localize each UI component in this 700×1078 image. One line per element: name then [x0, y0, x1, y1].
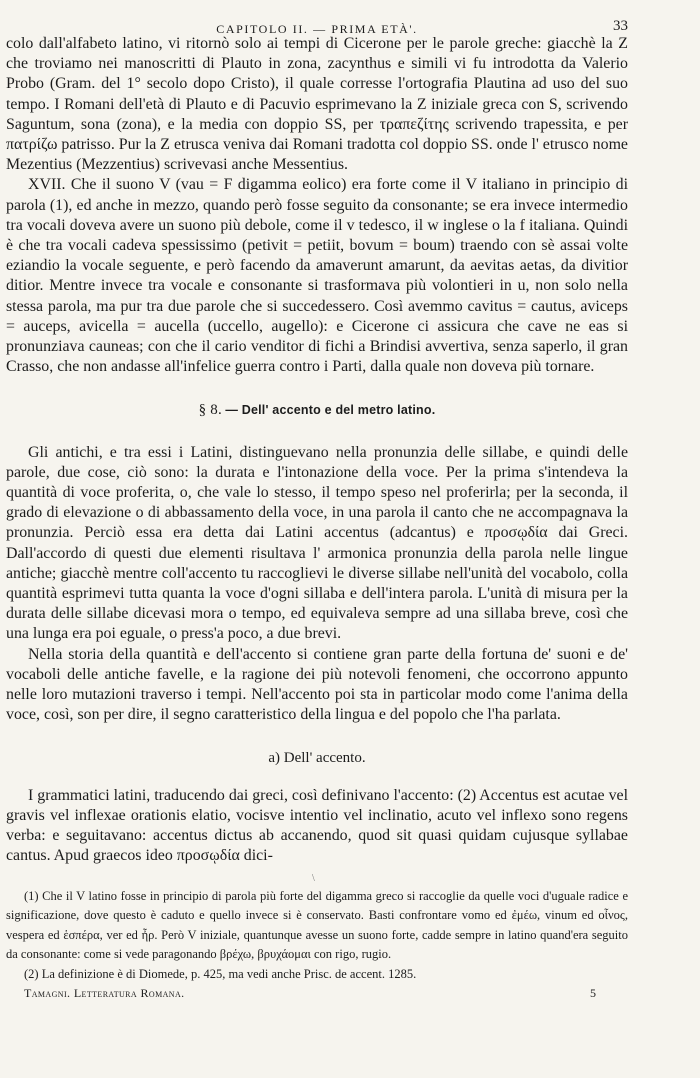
- signature-line: [6, 984, 628, 1006]
- footnote: (2) La definizione è di Diomede, p. 425, ma vedi anche Prisc. de accent. 1285.: [24, 966, 417, 981]
- paragraph: Nella storia della quantità e dell'accento si contiene gran parte della fortuna de' suoni e de' vocaboli delle antiche favelle, e la ragione dei più notevoli fenomeni, che occorrono appunto nelle loro mutazioni traverso i tempi. Nell'accento poi sta in particolar modo come l'anima della voce, così, son per dire, il segno caratteristico della lingua e del popolo che l'ha parlata.: [6, 645, 628, 724]
- paragraph: colo dall'alfabeto latino, vi ritornò solo ai tempi di Cicerone per le parole greche: giacchè la Z che troviamo nei manoscritti di Plauto in zona, zacynthus e simili vi fu introdotta da Valerio Probo (Gram. del 1° secolo dopo Cristo), il quale corresse l'ortografia Plautina ad uso del suo tempo. I Romani dell'età di Plauto e di Pacuvio esprimevano la Z iniziale greca con S, scrivendo Saguntum, sona (zona), e la media con doppio SS, per τραπεζίτης scrivendo trapessita, e per πατρίζω patrisso. Pur la Z etrusca veniva dai Romani tradotta col doppio SS. onde l' etrusco nome Mezentius (Mezzentius) scrivevasi anche Messentius.: [6, 35, 628, 174]
- book-page: [6, 0, 628, 1006]
- paragraph: XVII. Che il suono V (vau = F digamma eolico) era forte come il V italiano in principio di parola (1), ed anche in mezzo, quando però fosse seguito da consonante; se era invece intermedio tra vocali doveva avere un suono più debole, come il v tedesco, il w inglese o la f italiana. Quindi è che tra vocali cadeva spessissimo (petivit = petiit, bovum = boum) traendo con sè assai volte eziandio la vocale seguente, e però facendo da amaverunt amarunt, da aevitas aetas, da divitior ditior. Mentre invece tra vocale e consonante si trasformava più volontieri in u, non solo nella stessa parola, ma pur tra due parole che si succedessero. Così avemmo cavitus = cautus, aviceps = auceps, avicella = aucella (uccello, augello): e Cicerone ci assicura che cave ne eas si pronunziava cauneas; con che il cario venditor di fichi a Brindisi avvertiva, senza saperlo, il gran Crasso, che non andasse all'infelice guerra contro i Parti, dalla quale non doveva più tornare.: [6, 176, 628, 376]
- subsection-heading: a) Dell' accento.: [268, 749, 366, 766]
- signature-number: 5: [590, 986, 596, 1001]
- footnotes: [6, 887, 628, 985]
- section-heading: [6, 400, 628, 420]
- section-sign: § 8.: [198, 402, 222, 419]
- section-title: — Dell' accento e del metro latino.: [225, 403, 436, 418]
- paragraph: Gli antichi, e tra essi i Latini, distinguevano nella pronunzia delle sillabe, e quindi delle parole, due cose, ciò sono: la durata e l'intonazione della voce. Per la prima s'intendeva la quantità di voce proferita, o, che vale lo stesso, il tempo speso nel proferirla; per la seconda, il grado di elevazione o di abbassamento della voce, in una parola il canto che ne accompagnava la pronunzia. Perciò essa era detta dai Latini accentus (adcantus) e προσῳδία dai Greci. Dall'accordo di questi due elementi risultava l' armonica pronunzia della parola nelle lingue antiche; giacchè mentre coll'accento tu raccoglievi le diverse sillabe nell'unità del vocabolo, colla quantità esprimevi tutta quanta la voce d'ogni sillaba e dell'intera parola. L'unità di misura per la durata delle sillabe dicevasi mora o tempo, ed equivaleva sempre ad una sillaba breve, così che una lunga era poi eguale, o press'a poco, a due brevi.: [6, 443, 628, 643]
- running-title: CAPITOLO II. — PRIMA ETÀ'.: [216, 22, 418, 36]
- page-number: 33: [613, 18, 628, 34]
- footnote: (1) Che il V latino fosse in principio di parola più forte del digamma greco si raccoglie da quelle voci d'uguale radice e significazione, dove questo è caduto e quello invece si è conservato. Basti confrontare vomo ed ἐμέω, vinum ed οἶνος, vespera ed ἑσπέρα, ver ed ἦρ. Però V iniziale, quantunque avesse un suono forte, cadde sempre in latino quand'era seguito da consonante: come si vede paragonando βρέχω, βρυχάομαι con rigo, rugio.: [6, 888, 628, 962]
- main-text: [6, 34, 628, 867]
- footnote-separator: \: [312, 872, 315, 884]
- page-header: [6, 0, 628, 34]
- paragraph: I grammatici latini, traducendo dai greci, così definivano l'accento: (2) Accentus est acutae vel gravis vel inflexae orationis elatio, vocisve intentio vel inclinatio, acuto vel inflexo sono regens verba: e seguitavano: accentus dictus ab accanendo, quod sit quasi quidam cujusque syllabae cantus. Apud graecos ideo προσῳδία dici-: [6, 786, 628, 865]
- signature-mark: Tamagni. Letteratura Romana.: [24, 986, 185, 1001]
